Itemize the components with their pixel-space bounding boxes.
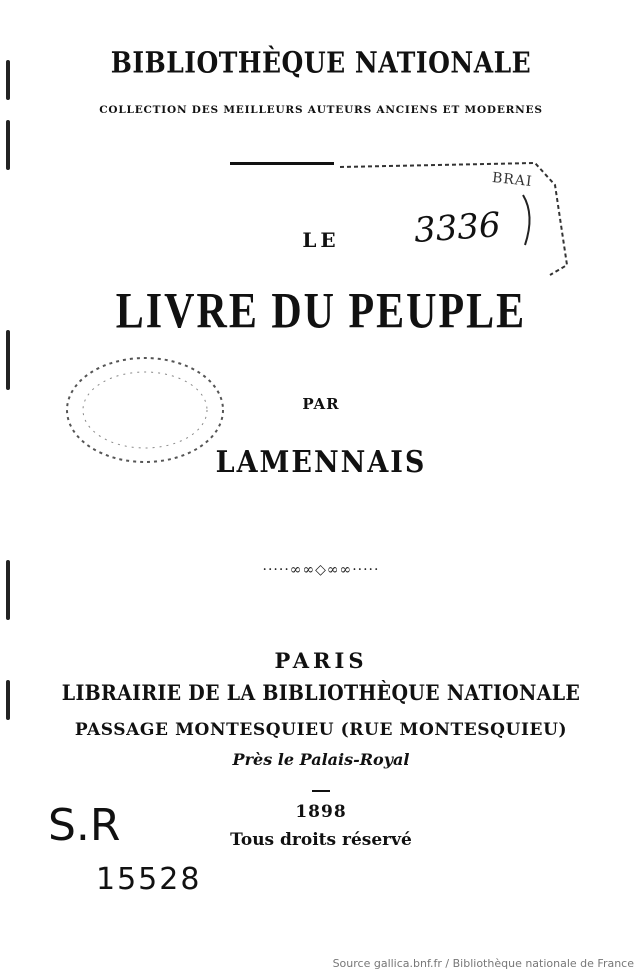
divider: [230, 162, 334, 165]
collection-name: BIBLIOTHÈQUE NATIONALE: [110, 45, 532, 80]
book-title: LIVRE DU PEUPLE: [115, 284, 527, 340]
stamp-partial-text: BRAI: [491, 169, 534, 191]
imprint-year: 1898: [295, 802, 347, 822]
source-credit: Source gallica.bnf.fr / Bibliothèque nationale de France: [332, 957, 634, 970]
imprint-publisher: LIBRAIRIE DE LA BIBLIOTHÈQUE NATIONALE: [61, 680, 581, 706]
imprint-address: PASSAGE MONTESQUIEU (RUE MONTESQUIEU): [74, 720, 568, 740]
shelfmark-prefix: S.R: [48, 800, 121, 851]
binding-mark: [6, 120, 10, 170]
author-prefix: PAR: [302, 395, 340, 413]
title-article: LE: [302, 228, 340, 252]
imprint-location-note: Près le Palais-Royal: [232, 750, 410, 769]
rights-notice: Tous droits réservé: [230, 830, 412, 850]
ornament-divider: ·····∞∞◇∞∞·····: [262, 562, 380, 578]
shelfmark-number: 15528: [96, 862, 202, 897]
imprint-city: PARIS: [274, 648, 368, 673]
collection-subtitle: COLLECTION DES MEILLEURS AUTEURS ANCIENS ET MODERNES: [99, 104, 543, 116]
divider: [312, 790, 330, 792]
author-name: LAMENNAIS: [215, 445, 427, 480]
handwritten-number: 3336: [412, 205, 502, 251]
